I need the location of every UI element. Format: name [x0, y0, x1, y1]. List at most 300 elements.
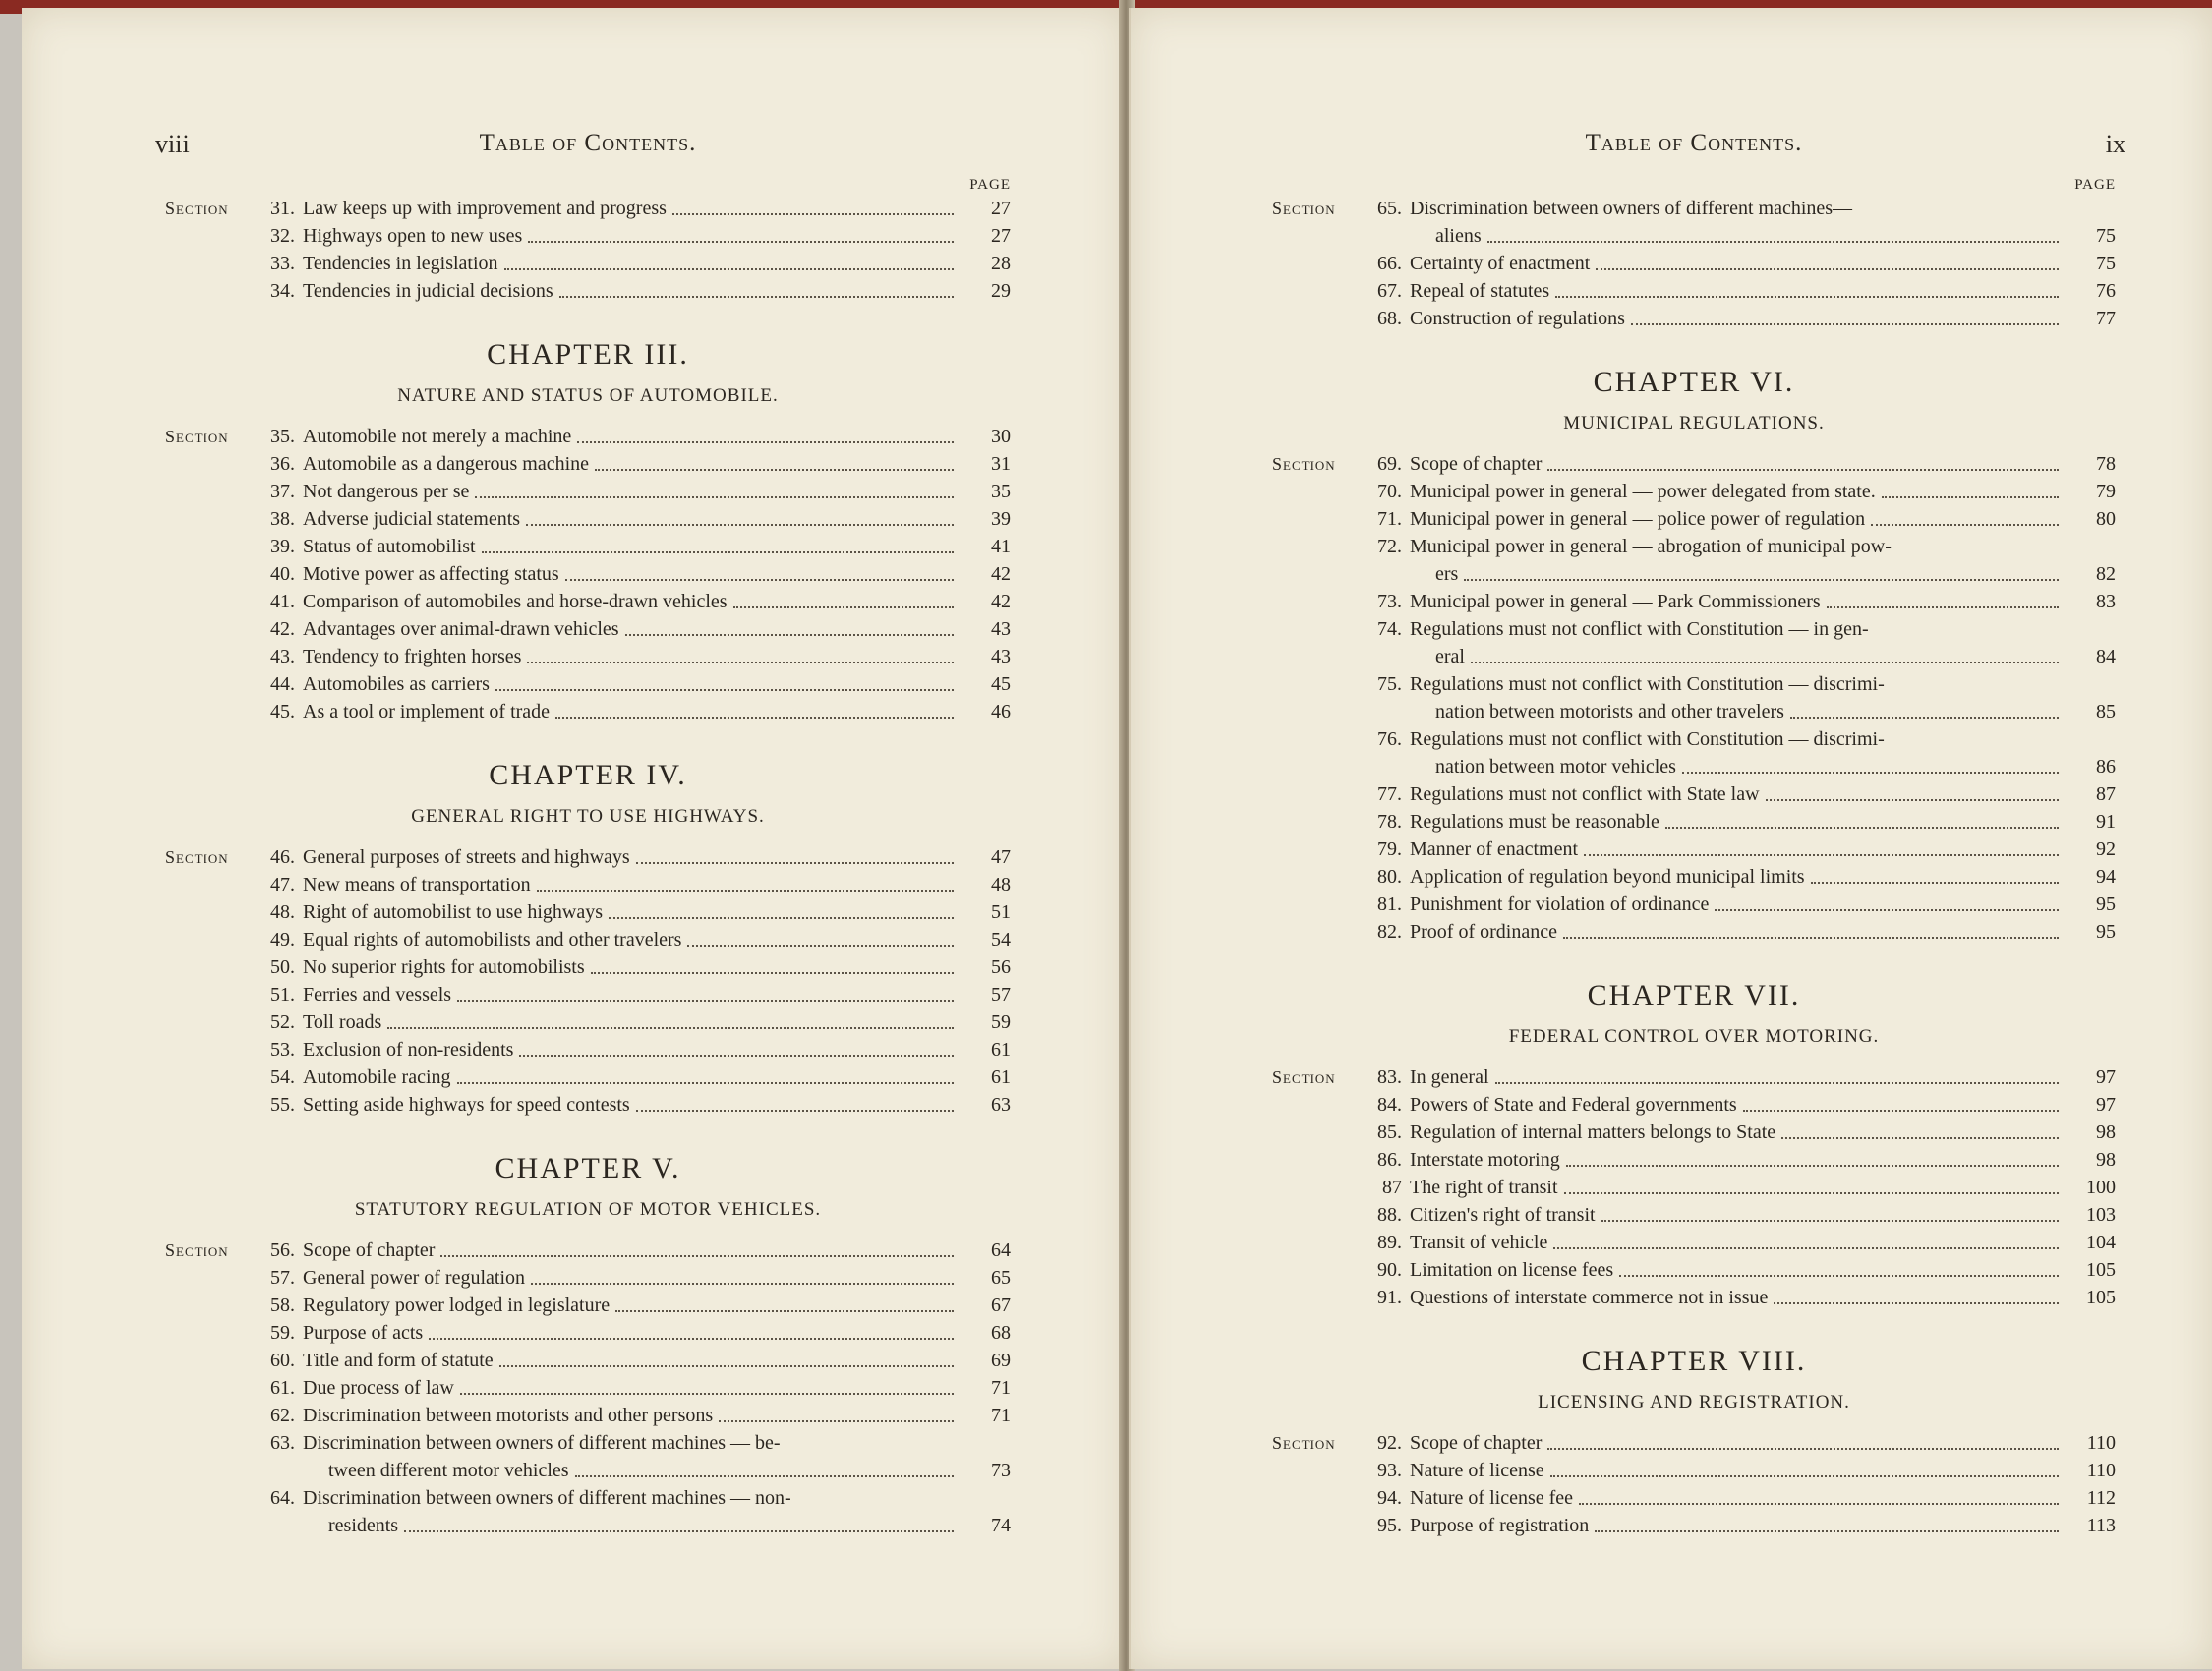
- entry-title: nation between motorists and other travelers: [1435, 701, 1784, 722]
- page-ref: 48: [991, 874, 1011, 895]
- toc-entry: [1272, 836, 2116, 863]
- page-ref: 30: [991, 426, 1011, 447]
- toc-entry: [165, 843, 1011, 871]
- page-ref: 83: [2096, 591, 2116, 612]
- entry-title-wrap: [303, 1429, 960, 1457]
- entry-title-wrap: [303, 1064, 960, 1091]
- section-number: 46.: [270, 846, 295, 868]
- entry-title: Exclusion of non-residents: [303, 1039, 514, 1061]
- section-number: 81.: [1377, 893, 1402, 915]
- entry-title-wrap: [1410, 1256, 2065, 1284]
- page-ref: 63: [991, 1094, 1011, 1116]
- section-number: 69.: [1377, 453, 1402, 475]
- dot-leader: [537, 890, 954, 892]
- page-ref: 87: [2096, 783, 2116, 805]
- page-ref: 42: [991, 591, 1011, 612]
- dot-leader: [457, 1000, 954, 1002]
- dot-leader: [1682, 772, 2059, 774]
- entry-title: aliens: [1435, 225, 1482, 247]
- chapter-subject: STATUTORY REGULATION OF MOTOR VEHICLES.: [354, 1199, 822, 1220]
- toc-entry: [165, 478, 1011, 505]
- toc-entry: [1272, 670, 2116, 698]
- section-number: 71.: [1377, 508, 1402, 530]
- toc-entry: [165, 1347, 1011, 1374]
- entry-title: Scope of chapter: [1410, 1432, 1543, 1454]
- entry-title: Not dangerous per se: [303, 481, 470, 502]
- section-label: Section: [1272, 199, 1336, 218]
- toc-entry: [165, 423, 1011, 450]
- entry-title: Discrimination between owners of different machines — be-: [303, 1432, 781, 1454]
- section-number: 50.: [270, 956, 295, 978]
- dot-leader: [1665, 827, 2059, 829]
- entry-title-wrap: [303, 670, 960, 698]
- entry-title-wrap: [303, 953, 960, 981]
- section-label: Section: [165, 1240, 229, 1260]
- section-number: 47.: [270, 874, 295, 895]
- page-ref: 110: [2086, 1432, 2116, 1454]
- entry-title-wrap: [1410, 1201, 2065, 1229]
- toc-entry: [1272, 1229, 2116, 1256]
- toc-entry: [165, 670, 1011, 698]
- chapter-subject: MUNICIPAL REGULATIONS.: [1563, 413, 1825, 433]
- entry-title-wrap: [1410, 918, 2065, 946]
- dot-leader: [457, 1082, 954, 1084]
- dot-leader: [1781, 1137, 2059, 1139]
- section-number: 72.: [1377, 536, 1402, 557]
- section-label: Section: [1272, 1067, 1336, 1087]
- dot-leader: [1563, 937, 2059, 939]
- toc-entry: [165, 1036, 1011, 1064]
- entry-title: Purpose of registration: [1410, 1515, 1590, 1536]
- page-ref: 100: [2086, 1177, 2116, 1198]
- dot-leader: [1811, 882, 2059, 884]
- section-label: Section: [165, 199, 229, 218]
- page-ref: 64: [991, 1239, 1011, 1261]
- running-title: Table of Contents.: [479, 130, 697, 156]
- section-number: 53.: [270, 1039, 295, 1061]
- toc-entry: [1272, 725, 2116, 753]
- entry-title: Nature of license fee: [1410, 1487, 1574, 1509]
- page-ref: 98: [2096, 1122, 2116, 1143]
- entry-title: As a tool or implement of trade: [303, 701, 551, 722]
- dot-leader: [1774, 1302, 2059, 1304]
- running-title: Table of Contents.: [1585, 130, 1803, 156]
- section-number: 40.: [270, 563, 295, 585]
- dot-leader: [636, 862, 954, 864]
- toc-entry: [165, 871, 1011, 898]
- dot-leader: [528, 241, 954, 243]
- entry-title-wrap: [303, 533, 960, 560]
- page-number: viii: [155, 130, 190, 158]
- dot-leader: [475, 496, 954, 498]
- page-column-label: PAGE: [2074, 177, 2116, 193]
- section-number: 35.: [270, 426, 295, 447]
- entry-title: Repeal of statutes: [1410, 280, 1550, 302]
- toc-entry: [1272, 250, 2116, 277]
- entry-title: Municipal power in general — abrogation of municipal pow-: [1410, 536, 1892, 557]
- toc-entry: [1272, 698, 2116, 725]
- toc-entry: [1272, 643, 2116, 670]
- section-number: 32.: [270, 225, 295, 247]
- dot-leader: [1596, 268, 2059, 270]
- page-ref: 43: [991, 618, 1011, 640]
- entry-title: Comparison of automobiles and horse-drawn vehicles: [303, 591, 728, 612]
- section-number: 57.: [270, 1267, 295, 1289]
- entry-title: Regulations must not conflict with Constitution — discrimi-: [1410, 728, 1885, 750]
- entry-title-wrap: [1410, 195, 2065, 222]
- dot-leader: [1464, 579, 2059, 581]
- chapter-heading: CHAPTER VIII.: [1581, 1345, 1807, 1377]
- page-ref: 61: [991, 1066, 1011, 1088]
- entry-title: Application of regulation beyond municipal limits: [1410, 866, 1805, 888]
- toc-entry: [165, 1064, 1011, 1091]
- entry-title: nation between motor vehicles: [1435, 756, 1676, 778]
- entry-title-wrap: [303, 478, 960, 505]
- entry-title-wrap: [1410, 780, 2065, 808]
- section-number: 41.: [270, 591, 295, 612]
- page-ref: 27: [991, 225, 1011, 247]
- entry-title-wrap: [303, 1512, 960, 1539]
- entry-title: Automobiles as carriers: [303, 673, 490, 695]
- toc-entry: [165, 1091, 1011, 1119]
- entry-title-wrap: [303, 871, 960, 898]
- section-number: 45.: [270, 701, 295, 722]
- dot-leader: [519, 1055, 954, 1057]
- toc-body: [1272, 195, 2116, 1539]
- page-ref: 97: [2096, 1066, 2116, 1088]
- entry-title-wrap: [303, 505, 960, 533]
- toc-entry: [1272, 1174, 2116, 1201]
- section-number: 66.: [1377, 253, 1402, 274]
- entry-title-wrap: [303, 1008, 960, 1036]
- page-ref: 56: [991, 956, 1011, 978]
- section-number: 85.: [1377, 1122, 1402, 1143]
- section-number: 33.: [270, 253, 295, 274]
- entry-title-wrap: [303, 1292, 960, 1319]
- dot-leader: [1471, 662, 2059, 663]
- section-number: 62.: [270, 1405, 295, 1426]
- page-ref: 84: [2096, 646, 2116, 667]
- section-number: 68.: [1377, 308, 1402, 329]
- entry-title: Purpose of acts: [303, 1322, 424, 1344]
- entry-title: In general: [1410, 1066, 1489, 1088]
- entry-title-wrap: [303, 1091, 960, 1119]
- page-ref: 78: [2096, 453, 2116, 475]
- dot-leader: [495, 689, 954, 691]
- toc-entry: [165, 250, 1011, 277]
- page-ref: 31: [991, 453, 1011, 475]
- section-number: 59.: [270, 1322, 295, 1344]
- entry-title-wrap: [1410, 1284, 2065, 1311]
- page-ref: 67: [991, 1295, 1011, 1316]
- section-number: 36.: [270, 453, 295, 475]
- section-number: 42.: [270, 618, 295, 640]
- section-number: 38.: [270, 508, 295, 530]
- right-page: [1129, 8, 2212, 1669]
- entry-title: Certainty of enactment: [1410, 253, 1591, 274]
- toc-entry: [165, 222, 1011, 250]
- entry-title: Construction of regulations: [1410, 308, 1625, 329]
- entry-title-wrap: [1410, 1064, 2065, 1091]
- toc-entry: [165, 1292, 1011, 1319]
- entry-title: Law keeps up with improvement and progress: [303, 198, 667, 219]
- dot-leader: [565, 579, 954, 581]
- entry-title: Ferries and vessels: [303, 984, 452, 1006]
- page-ref: 74: [991, 1515, 1011, 1536]
- dot-leader: [595, 469, 954, 471]
- section-number: 95.: [1377, 1515, 1402, 1536]
- toc-entry: [1272, 1064, 2116, 1091]
- entry-title-wrap: [1410, 808, 2065, 836]
- dot-leader: [591, 972, 954, 974]
- page-ref: 80: [2096, 508, 2116, 530]
- entry-title: Tendencies in legislation: [303, 253, 498, 274]
- section-number: 76.: [1377, 728, 1402, 750]
- toc-entry: [165, 1484, 1011, 1512]
- toc-entry: [165, 277, 1011, 305]
- toc-entry: [1272, 1119, 2116, 1146]
- page-ref: 82: [2096, 563, 2116, 585]
- entry-title-wrap: [1410, 863, 2065, 891]
- entry-title-wrap: [1410, 222, 2065, 250]
- toc-entry: [165, 450, 1011, 478]
- section-number: 87: [1382, 1177, 1402, 1198]
- dot-leader: [499, 1365, 954, 1367]
- entry-title-wrap: [303, 898, 960, 926]
- section-number: 51.: [270, 984, 295, 1006]
- dot-leader: [1743, 1110, 2059, 1112]
- toc-entry: [165, 898, 1011, 926]
- toc-entry: [165, 615, 1011, 643]
- entry-title-wrap: [303, 615, 960, 643]
- section-label: Section: [165, 427, 229, 446]
- entry-title: New means of transportation: [303, 874, 531, 895]
- section-number: 49.: [270, 929, 295, 951]
- chapter-heading: CHAPTER IV.: [489, 759, 687, 791]
- dot-leader: [609, 917, 954, 919]
- entry-title-wrap: [1410, 753, 2065, 780]
- dot-leader: [1547, 1448, 2059, 1450]
- dot-leader: [387, 1027, 954, 1029]
- entry-title-wrap: [1410, 1091, 2065, 1119]
- dot-leader: [1619, 1275, 2059, 1277]
- dot-leader: [1631, 323, 2059, 325]
- dot-leader: [1766, 799, 2059, 801]
- page-ref: 105: [2086, 1259, 2116, 1281]
- section-number: 56.: [270, 1239, 295, 1261]
- entry-title: Manner of enactment: [1410, 838, 1579, 860]
- toc-entry: [1272, 780, 2116, 808]
- toc-entry: [1272, 1146, 2116, 1174]
- toc-entry: [165, 1008, 1011, 1036]
- entry-title: Punishment for violation of ordinance: [1410, 893, 1710, 915]
- toc-entry: [1272, 588, 2116, 615]
- toc-entry: [1272, 478, 2116, 505]
- section-number: 94.: [1377, 1487, 1402, 1509]
- entry-title: Municipal power in general — power delegated from state.: [1410, 481, 1876, 502]
- page-ref: 61: [991, 1039, 1011, 1061]
- section-label: Section: [1272, 454, 1336, 474]
- toc-entry: [1272, 808, 2116, 836]
- dot-leader: [625, 634, 954, 636]
- entry-title: Automobile not merely a machine: [303, 426, 572, 447]
- entry-title-wrap: [303, 222, 960, 250]
- entry-title-wrap: [1410, 1174, 2065, 1201]
- toc-entry: [165, 953, 1011, 981]
- entry-title: No superior rights for automobilists: [303, 956, 585, 978]
- dot-leader: [531, 1283, 954, 1285]
- entry-title-wrap: [1410, 560, 2065, 588]
- dot-leader: [615, 1310, 954, 1312]
- toc-entry: [1272, 863, 2116, 891]
- section-number: 86.: [1377, 1149, 1402, 1171]
- page-ref: 27: [991, 198, 1011, 219]
- dot-leader: [404, 1530, 954, 1532]
- page-ref: 45: [991, 673, 1011, 695]
- section-number: 74.: [1377, 618, 1402, 640]
- entry-title: Setting aside highways for speed contests: [303, 1094, 630, 1116]
- page-ref: 71: [991, 1405, 1011, 1426]
- entry-title-wrap: [1410, 450, 2065, 478]
- entry-title: Regulations must not conflict with Constitution — in gen-: [1410, 618, 1869, 640]
- dot-leader: [719, 1420, 954, 1422]
- entry-title-wrap: [303, 250, 960, 277]
- section-number: 93.: [1377, 1460, 1402, 1481]
- section-number: 77.: [1377, 783, 1402, 805]
- dot-leader: [526, 524, 954, 526]
- chapter-heading: CHAPTER VII.: [1587, 979, 1801, 1011]
- page-ref: 112: [2086, 1487, 2116, 1509]
- page-ref: 91: [2096, 811, 2116, 833]
- entry-title: Scope of chapter: [303, 1239, 436, 1261]
- page-ref: 29: [991, 280, 1011, 302]
- page-ref: 75: [2096, 225, 2116, 247]
- section-number: 54.: [270, 1066, 295, 1088]
- page-ref: 54: [991, 929, 1011, 951]
- entry-title: Equal rights of automobilists and other travelers: [303, 929, 682, 951]
- entry-title-wrap: [1410, 1119, 2065, 1146]
- entry-title: Discrimination between motorists and other persons: [303, 1405, 714, 1426]
- page-ref: 79: [2096, 481, 2116, 502]
- toc-entry: [165, 505, 1011, 533]
- page-ref: 71: [991, 1377, 1011, 1399]
- section-number: 31.: [270, 198, 295, 219]
- page-ref: 92: [2096, 838, 2116, 860]
- page-ref: 59: [991, 1011, 1011, 1033]
- entry-title-wrap: [1410, 891, 2065, 918]
- page-ref: 51: [991, 901, 1011, 923]
- entry-title: Motive power as affecting status: [303, 563, 559, 585]
- right-page-header: [1272, 124, 2125, 167]
- entry-title: Citizen's right of transit: [1410, 1204, 1596, 1226]
- entry-title-wrap: [303, 1484, 960, 1512]
- dot-leader: [482, 551, 954, 553]
- dot-leader: [1882, 496, 2059, 498]
- page-ref: 110: [2086, 1460, 2116, 1481]
- entry-title-wrap: [303, 195, 960, 222]
- dot-leader: [460, 1393, 954, 1395]
- entry-title: Transit of vehicle: [1410, 1232, 1548, 1253]
- entry-title-wrap: [1410, 725, 2065, 753]
- entry-title-wrap: [1410, 670, 2065, 698]
- entry-title-wrap: [303, 1036, 960, 1064]
- section-number: 39.: [270, 536, 295, 557]
- page-ref: 95: [2096, 921, 2116, 943]
- entry-title: Interstate motoring: [1410, 1149, 1560, 1171]
- page-ref: 46: [991, 701, 1011, 722]
- page-ref: 65: [991, 1267, 1011, 1289]
- entry-title-wrap: [1410, 588, 2065, 615]
- dot-leader: [559, 296, 954, 298]
- toc-entry: [165, 1237, 1011, 1264]
- dot-leader: [1566, 1165, 2059, 1167]
- entry-title-wrap: [1410, 250, 2065, 277]
- entry-title-wrap: [1410, 643, 2065, 670]
- entry-title: Regulations must not conflict with State law: [1410, 783, 1760, 805]
- toc-entry: [1272, 1429, 2116, 1457]
- left-page-content: [155, 124, 1011, 1539]
- entry-title: Regulations must not conflict with Constitution — discrimi-: [1410, 673, 1885, 695]
- page-ref: 76: [2096, 280, 2116, 302]
- toc-entry: [165, 1512, 1011, 1539]
- dot-leader: [1555, 296, 2059, 298]
- section-number: 70.: [1377, 481, 1402, 502]
- section-number: 91.: [1377, 1287, 1402, 1308]
- page-ref: 86: [2096, 756, 2116, 778]
- right-page-content: [1272, 124, 2125, 1539]
- entry-title: Municipal power in general — police power of regulation: [1410, 508, 1866, 530]
- entry-title-wrap: [303, 423, 960, 450]
- toc-entry: [1272, 1484, 2116, 1512]
- dot-leader: [1553, 1247, 2059, 1249]
- toc-entry: [1272, 533, 2116, 560]
- entry-title: Discrimination between owners of different machines — non-: [303, 1487, 791, 1509]
- toc-entry: [165, 1429, 1011, 1457]
- entry-title: eral: [1435, 646, 1465, 667]
- section-number: 82.: [1377, 921, 1402, 943]
- entry-title: residents: [328, 1515, 399, 1536]
- page-ref: 57: [991, 984, 1011, 1006]
- section-number: 37.: [270, 481, 295, 502]
- entry-title-wrap: [303, 981, 960, 1008]
- page-number: ix: [2105, 130, 2125, 158]
- toc-entry: [165, 195, 1011, 222]
- entry-title: ers: [1435, 563, 1459, 585]
- entry-title: Tendency to frighten horses: [303, 646, 522, 667]
- dot-leader: [1579, 1503, 2059, 1505]
- entry-title-wrap: [1410, 1146, 2065, 1174]
- entry-title-wrap: [1410, 505, 2065, 533]
- toc-entry: [165, 588, 1011, 615]
- entry-title-wrap: [1410, 277, 2065, 305]
- dot-leader: [577, 441, 954, 443]
- entry-title-wrap: [1410, 1229, 2065, 1256]
- chapter-heading: CHAPTER V.: [495, 1152, 681, 1184]
- section-number: 48.: [270, 901, 295, 923]
- entry-title-wrap: [303, 843, 960, 871]
- page-ref: 47: [991, 846, 1011, 868]
- entry-title-wrap: [303, 1264, 960, 1292]
- entry-title: Regulation of internal matters belongs to State: [1410, 1122, 1776, 1143]
- entry-title-wrap: [303, 1237, 960, 1264]
- section-number: 64.: [270, 1487, 295, 1509]
- toc-body: [165, 195, 1011, 1539]
- dot-leader: [1790, 717, 2059, 719]
- section-number: 58.: [270, 1295, 295, 1316]
- section-number: 55.: [270, 1094, 295, 1116]
- dot-leader: [504, 268, 954, 270]
- entry-title: General power of regulation: [303, 1267, 526, 1289]
